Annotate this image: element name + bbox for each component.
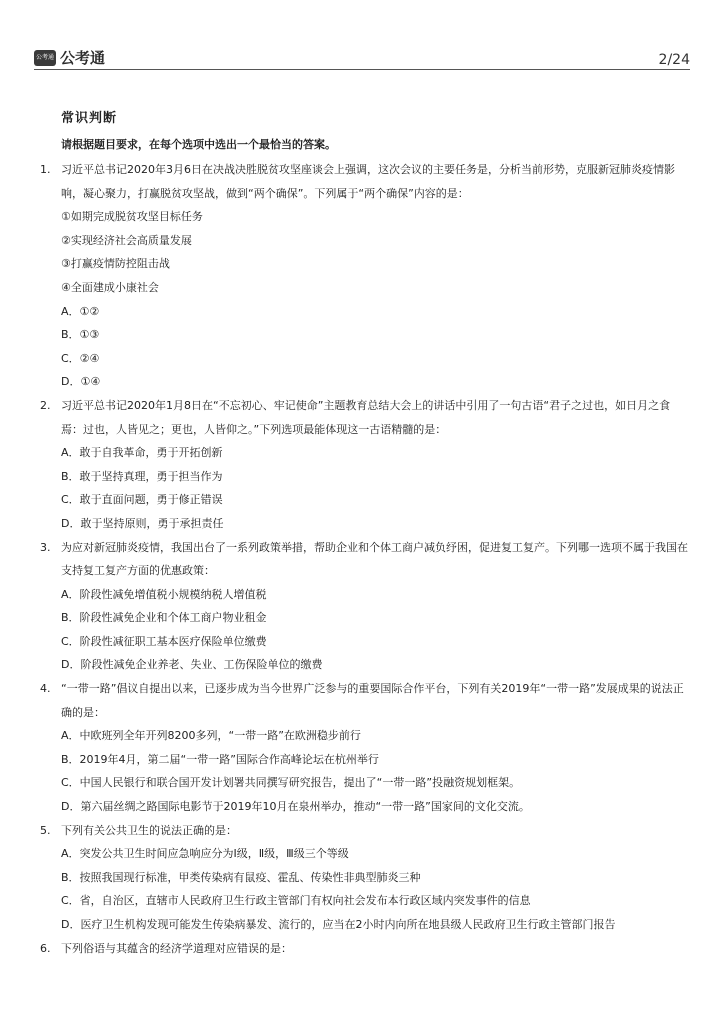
question-statement: ③打赢疫情防控阻击战	[61, 257, 170, 271]
question-stem: 为应对新冠肺炎疫情，我国出台了一系列政策举措，帮助企业和个体工商户减负纾困，促进复工复产。下列哪一选项不属于我国在支持复工复产方面的优惠政策：	[61, 540, 688, 578]
question-stem: 下列有关公共卫生的说法正确的是：	[61, 823, 237, 837]
section-instruction: 请根据题目要求，在每个选项中选出一个最恰当的答案。	[61, 138, 336, 151]
logo-text: 公考通	[60, 49, 106, 67]
answer-option: D．阶段性减免企业养老、失业、工伤保险单位的缴费	[61, 658, 323, 672]
question-number: 1.	[40, 163, 51, 176]
question-3	[40, 536, 692, 678]
question-5	[40, 819, 692, 937]
answer-option: A．阶段性减免增值税小规模纳税人增值税	[61, 587, 267, 601]
question-2	[40, 394, 692, 536]
question-number: 5.	[40, 823, 51, 837]
section-title: 常识判断	[61, 111, 118, 126]
answer-option: B．敢于坚持真理，勇于担当作为	[61, 469, 223, 483]
question-stem: 习近平总书记2020年1月8日在“不忘初心、牢记使命”主题教育总结大会上的讲话中引用了一句古语“君子之过也，如日月之食焉：过也，人皆见之；更也，人皆仰之。”下列选项最能体现这一古语精髓的是：	[61, 398, 671, 436]
question-4	[40, 677, 692, 819]
answer-option: A．突发公共卫生时间应急响应分为Ⅰ级，Ⅱ级，Ⅲ级三个等级	[61, 847, 349, 861]
question-stem: 习近平总书记2020年3月6日在决战决胜脱贫攻坚座谈会上强调，这次会议的主要任务是，分析当前形势，克服新冠肺炎疫情影响，凝心聚力，打赢脱贫攻坚战，做到“两个确保”。下列属于“两个确保”内容的是：	[61, 163, 675, 200]
question-stem: 下列俗语与其蕴含的经济学道理对应错误的是：	[61, 941, 292, 955]
answer-option: C．中国人民银行和联合国开发计划署共同撰写研究报告，提出了“一带一路”投融资规划框架。	[61, 776, 521, 790]
answer-option: A．①②	[61, 304, 100, 318]
answer-option: B．2019年4月，第二届“一带一路”国际合作高峰论坛在杭州举行	[61, 752, 379, 766]
question-1	[40, 158, 692, 394]
answer-option: B．阶段性减免企业和个体工商户物业租金	[61, 611, 267, 625]
answer-option: D．①④	[61, 375, 101, 389]
question-statement: ④全面建成小康社会	[61, 280, 159, 294]
answer-option: A．敢于自我革命，勇于开拓创新	[61, 446, 223, 460]
answer-option: C．敢于直面问题，勇于修正错误	[61, 493, 223, 507]
question-stem: “一带一路”倡议自提出以来，已逐步成为当今世界广泛参与的重要国际合作平台，下列有关2019年“一带一路”发展成果的说法正确的是：	[61, 682, 684, 719]
page-header	[34, 48, 690, 70]
question-number: 2.	[40, 398, 51, 412]
answer-option: B．按照我国现行标准，甲类传染病有鼠疫、霍乱、传染性非典型肺炎三种	[61, 870, 421, 884]
answer-option: C．②④	[61, 351, 100, 365]
question-number: 4.	[40, 682, 51, 696]
page-number: 2/24	[658, 52, 690, 68]
question-statement: ②实现经济社会高质量发展	[61, 233, 192, 247]
answer-option: C．阶段性减征职工基本医疗保险单位缴费	[61, 634, 267, 648]
answer-option: C．省，自治区，直辖市人民政府卫生行政主管部门有权向社会发布本行政区域内突发事件的信息	[61, 894, 531, 908]
logo-icon: 公考通	[34, 50, 56, 66]
answer-option: A．中欧班列全年开列8200多列，“一带一路”在欧洲稳步前行	[61, 729, 361, 743]
answer-option: B．①③	[61, 328, 100, 342]
answer-option: D．敢于坚持原则，勇于承担责任	[61, 516, 224, 530]
question-number: 3.	[40, 540, 51, 554]
header-divider	[34, 69, 690, 70]
question-number: 6.	[40, 941, 51, 955]
question-statement: ①如期完成脱贫攻坚目标任务	[61, 210, 203, 224]
answer-option: D．第六届丝绸之路国际电影节于2019年10月在泉州举办，推动“一带一路”国家间的文化交流。	[61, 800, 530, 814]
question-list	[40, 158, 692, 960]
answer-option: D．医疗卫生机构发现可能发生传染病暴发、流行的，应当在2小时内向所在地县级人民政府卫生行政主管部门报告	[61, 918, 616, 931]
question-6	[40, 937, 692, 961]
